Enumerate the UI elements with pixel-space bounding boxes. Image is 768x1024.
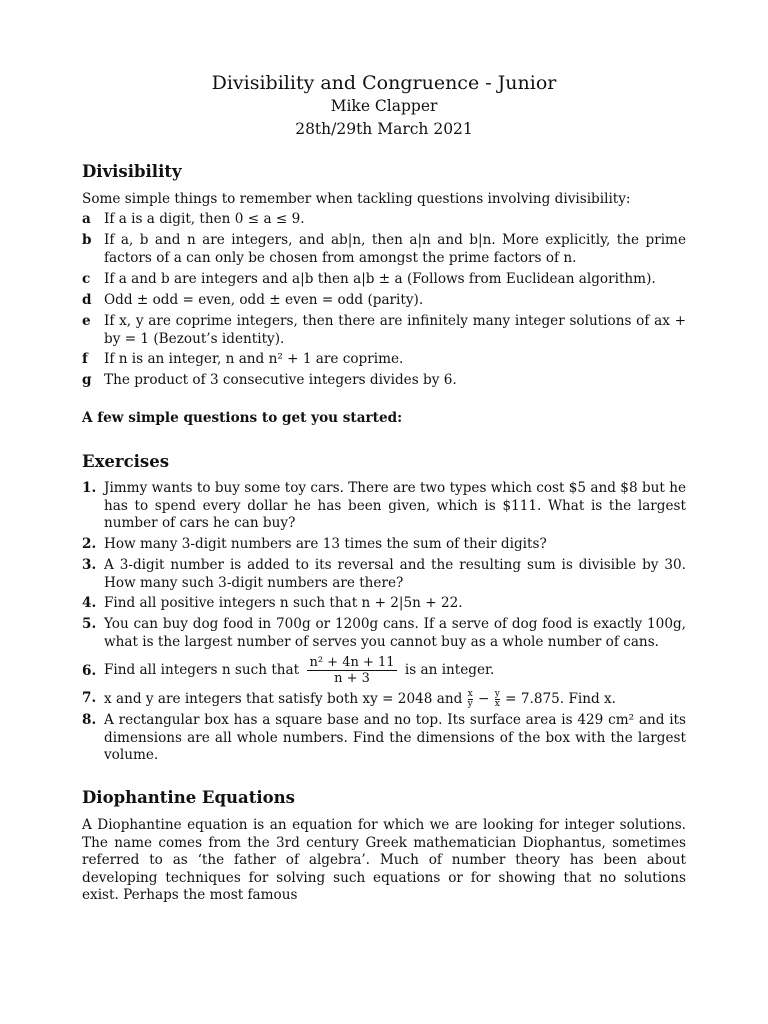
list-item-f — [82, 351, 686, 369]
list-item-b — [82, 232, 686, 267]
exercise-3 — [82, 557, 686, 592]
list-label: a — [82, 211, 91, 227]
list-item-c — [82, 271, 686, 289]
exercise-2 — [82, 536, 686, 554]
exercise-text: A rectangular box has a square base and no top. Its surface area is 429 cm² and its dimensions are all whole numbers. Find the dimensions of the box with the largest volume. — [104, 712, 686, 763]
exercise-7 — [82, 690, 686, 709]
exercise-number: 5. — [82, 616, 97, 632]
exercise-text: How many 3-digit numbers are 13 times the sum of their digits? — [104, 536, 547, 552]
exercise-text-after: = 7.875. Find x. — [505, 691, 616, 707]
exercise-number: 1. — [82, 480, 97, 496]
document-date: 28th/29th March 2021 — [295, 120, 473, 138]
exercise-text-after: is an integer. — [404, 662, 495, 678]
document-title: Divisibility and Congruence - Junior — [211, 72, 557, 94]
exercise-number: 8. — [82, 712, 97, 728]
starter-questions-label: A few simple questions to get you started: — [82, 410, 403, 426]
fraction-numerator: n² + 4n + 11 — [309, 655, 395, 670]
exercise-number: 7. — [82, 690, 97, 706]
list-item-e — [82, 313, 686, 348]
list-item-d — [82, 292, 686, 310]
list-text: If a is a digit, then 0 ≤ a ≤ 9. — [104, 211, 305, 227]
list-label: c — [82, 271, 91, 287]
exercise-number: 4. — [82, 595, 97, 611]
section-heading-diophantine: Diophantine Equations — [82, 788, 295, 807]
list-label: g — [82, 372, 92, 388]
diophantine-paragraph: A Diophantine equation is an equation for which we are looking for integer solutions. The name comes from the 3rd century Greek mathematician Diophantus, sometimes referred to as ‘the father of algebra’. Much of number theory has been about developing techniques for solving such equations or for showing that no solutions exist. Perhaps the most famous — [82, 817, 686, 903]
fraction-denominator: n + 3 — [334, 671, 370, 686]
exercise-6 — [82, 655, 686, 686]
list-text: If x, y are coprime integers, then there are infinitely many integer solutions of ax + by = 1 (Bezout’s identity). — [104, 313, 686, 347]
fraction-denominator: y — [467, 699, 473, 709]
list-label: e — [82, 313, 91, 329]
exercise-text — [104, 655, 686, 686]
list-text: The product of 3 consecutive integers divides by 6. — [104, 372, 457, 388]
section-heading-divisibility: Divisibility — [82, 162, 182, 181]
exercise-4 — [82, 595, 686, 613]
exercise-text: You can buy dog food in 700g or 1200g cans. If a serve of dog food is exactly 100g, what is the largest number of serves you cannot buy as a whole number of cans. — [104, 616, 686, 650]
list-text: Odd ± odd = even, odd ± even = odd (parity). — [104, 292, 424, 308]
list-label: b — [82, 232, 92, 248]
exercise-1 — [82, 480, 686, 533]
fraction-y-over-x — [495, 690, 500, 709]
exercise-text: Jimmy wants to buy some toy cars. There are two types which cost $5 and $8 but he has to spend every dollar he has been given, which is $111. What is the largest number of cars he can buy? — [104, 480, 686, 531]
list-label: d — [82, 292, 92, 308]
minus-sign: − — [478, 691, 490, 707]
list-label: f — [82, 351, 88, 367]
fraction-numerator: x — [467, 689, 473, 699]
exercise-number: 6. — [82, 663, 97, 679]
list-item-a — [82, 211, 686, 229]
exercise-8 — [82, 712, 686, 765]
exercise-number: 3. — [82, 557, 97, 573]
fraction-numerator: y — [494, 689, 500, 699]
exercise-text: Find all positive integers n such that n + 2|5n + 22. — [104, 595, 463, 611]
exercise-text-before: Find all integers n such that — [104, 662, 300, 678]
divisibility-intro: Some simple things to remember when tackling questions involving divisibility: — [82, 191, 631, 207]
list-text: If a, b and n are integers, and ab|n, then a|n and b|n. More explicitly, the prime factors of a can only be chosen from amongst the prime factors of n. — [104, 232, 686, 266]
section-heading-exercises: Exercises — [82, 452, 169, 471]
list-item-g — [82, 372, 686, 390]
exercise-text — [104, 690, 686, 709]
exercise-text: A 3-digit number is added to its reversal and the resulting sum is divisible by 30. How many such 3-digit numbers are there? — [104, 557, 686, 591]
exercise-5 — [82, 616, 686, 651]
list-text: If n is an integer, n and n² + 1 are coprime. — [104, 351, 404, 367]
exercise-number: 2. — [82, 536, 97, 552]
fraction-x-over-y — [468, 690, 473, 709]
exercise-text-before: x and y are integers that satisfy both xy = 2048 and — [104, 691, 463, 707]
fraction — [307, 655, 396, 686]
list-text: If a and b are integers and a|b then a|b ± a (Follows from Euclidean algorithm). — [104, 271, 656, 287]
fraction-denominator: x — [494, 699, 500, 709]
document-author: Mike Clapper — [330, 97, 438, 115]
